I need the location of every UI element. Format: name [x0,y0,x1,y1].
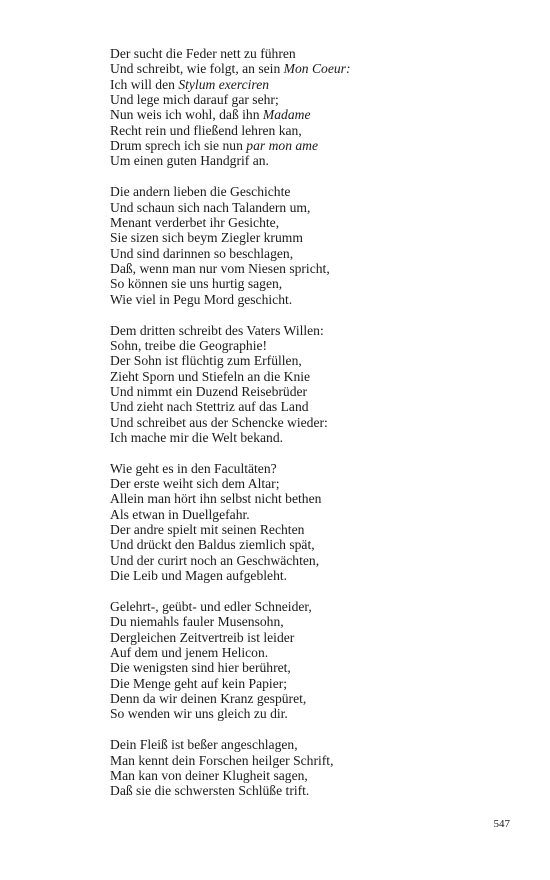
text-segment: Wie viel in Pegu Mord geschicht. [110,291,293,307]
text-segment: Sie sizen sich beym Ziegler krumm [110,230,303,246]
verse-line [110,630,430,645]
verse-line [110,553,430,568]
text-segment: Man kennt dein Forschen heilger Schrift, [110,752,334,768]
stanza [110,737,430,798]
verse-line [110,153,430,168]
text-segment: Ich will den [110,76,179,92]
verse-line [110,783,430,798]
text-segment: Die Leib und Magen aufgebleht. [110,568,288,584]
verse-line [110,353,430,368]
stanza [110,599,430,722]
verse-line [110,645,430,660]
verse-line [110,522,430,537]
text-segment: Und schaun sich nach Talandern um, [110,199,311,215]
text-segment: Um einen guten Handgrif an. [110,153,269,169]
verse-line [110,77,430,92]
text-segment: Und nimmt ein Duzend Reisebrüder [110,383,308,399]
text-segment: Der sucht die Feder nett zu führen [110,46,296,61]
text-segment: Die andern lieben die Geschichte [110,184,291,200]
stanza [110,46,430,169]
italic-phrase: Stylum exerciren [178,76,270,92]
text-segment: Menant verderbet ihr Gesichte, [110,214,280,230]
verse-line [110,230,430,245]
text-segment: Und schreibet aus der Schencke wieder: [110,414,328,430]
italic-phrase: Mon Coeur: [283,61,351,77]
text-segment: Denn da wir deinen Kranz gespüret, [110,691,307,707]
verse-line [110,507,430,522]
text-segment: Zieht Sporn und Stiefeln an die Knie [110,368,311,384]
poem-text [110,46,430,814]
text-segment: Der andre spielt mit seinen Rechten [110,522,305,538]
verse-line [110,61,430,76]
verse-line [110,737,430,752]
text-segment: Der Sohn ist flüchtig zum Erfüllen, [110,353,302,369]
verse-line [110,461,430,476]
text-segment: Und sind darinnen so beschlagen, [110,245,294,261]
text-segment: Und zieht nach Stettriz auf das Land [110,399,309,415]
text-segment: Und schreibt, wie folgt, an sein [110,61,284,77]
verse-line [110,184,430,199]
verse-line [110,200,430,215]
text-segment: Auf dem und jenem Helicon. [110,645,269,661]
verse-line [110,261,430,276]
text-segment: Allein man hört ihn selbst nicht bethen [110,491,322,507]
verse-line [110,138,430,153]
verse-line [110,430,430,445]
verse-line [110,338,430,353]
verse-line [110,691,430,706]
text-segment: Du niemahls fauler Musensohn, [110,614,284,630]
italic-phrase: par mon ame [246,138,319,154]
verse-line [110,491,430,506]
verse-line [110,107,430,122]
verse-line [110,369,430,384]
text-segment: Und drückt den Baldus ziemlich spät, [110,537,315,553]
text-segment: So wenden wir uns gleich zu dir. [110,706,288,722]
verse-line [110,46,430,61]
text-segment: Der erste weiht sich dem Altar; [110,476,280,492]
text-segment: Nun weis ich wohl, daß ihn [110,107,263,123]
text-segment: Dergleichen Zeitvertreib ist leider [110,629,295,645]
verse-line [110,92,430,107]
verse-line [110,660,430,675]
verse-line [110,384,430,399]
text-segment: Recht rein und fließend lehren kan, [110,122,302,138]
text-segment: Ich mache mir die Welt bekand. [110,429,284,445]
text-segment: Die wenigsten sind hier berühret, [110,660,291,676]
text-segment: Dein Fleiß ist beßer angeschlagen, [110,737,298,753]
verse-line [110,706,430,721]
text-segment: Sohn, treibe die Geographie! [110,337,268,353]
verse-line [110,753,430,768]
text-segment: So können sie uns hurtig sagen, [110,276,283,292]
italic-phrase: Madame [262,107,311,123]
text-segment: Die Menge geht auf kein Papier; [110,675,288,691]
verse-line [110,323,430,338]
verse-line [110,537,430,552]
verse-line [110,292,430,307]
verse-line [110,123,430,138]
verse-line [110,476,430,491]
text-segment: Daß, wenn man nur vom Niesen spricht, [110,260,330,276]
verse-line [110,215,430,230]
text-segment: Und lege mich darauf gar sehr; [110,92,279,108]
text-segment: Gelehrt-, geübt- und edler Schneider, [110,599,312,614]
verse-line [110,276,430,291]
verse-line [110,568,430,583]
stanza [110,184,430,307]
text-segment: Als etwan in Duellgefahr. [110,506,250,522]
text-segment: Daß sie die schwersten Schlüße trift. [110,783,310,799]
text-segment: Dem dritten schreibt des Vaters Willen: [110,322,324,338]
verse-line [110,599,430,614]
verse-line [110,676,430,691]
verse-line [110,415,430,430]
verse-line [110,399,430,414]
text-segment: Wie geht es in den Facultäten? [110,460,277,476]
stanza [110,461,430,584]
verse-line [110,768,430,783]
text-segment: Man kan von deiner Klugheit sagen, [110,767,308,783]
stanza [110,323,430,446]
page-number: 547 [493,818,510,830]
verse-line [110,614,430,629]
text-segment: Drum sprech ich sie nun [110,138,247,154]
text-segment: Und der curirt noch an Geschwächten, [110,552,320,568]
verse-line [110,246,430,261]
